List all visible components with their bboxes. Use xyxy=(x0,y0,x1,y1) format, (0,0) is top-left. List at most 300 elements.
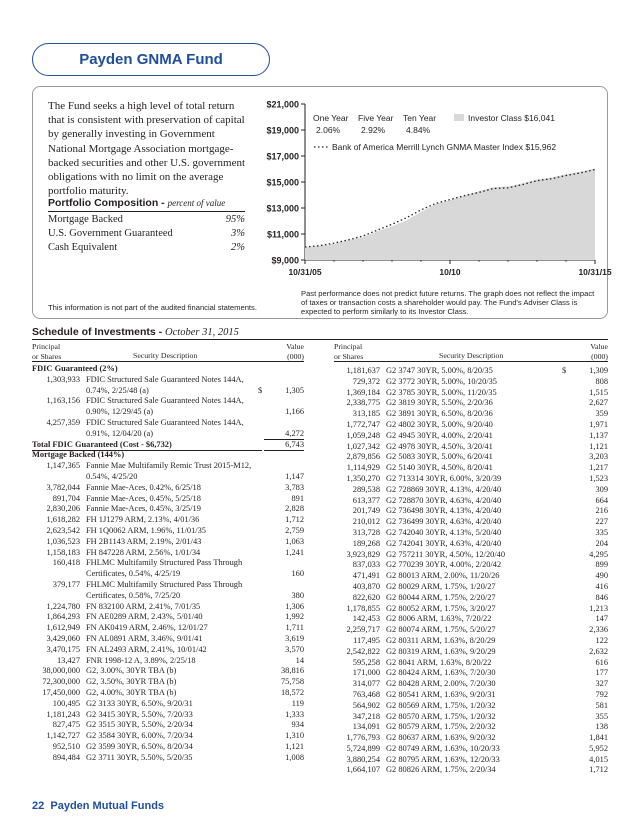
security-description: G2 3599 30YR, 6.50%, 8/20/34 xyxy=(86,741,193,751)
table-row xyxy=(334,463,608,474)
principal-cell: 2,830,206 xyxy=(46,504,80,514)
security-description: FN 832100 ARM, 2.41%, 7/01/35 xyxy=(86,601,201,611)
value-cell: 38,816 xyxy=(280,666,304,676)
value-cell: 2,759 xyxy=(285,525,304,535)
header-value-text: Value xyxy=(590,342,608,351)
principal-cell: 1,163,156 xyxy=(46,396,80,406)
security-description: G2 8006 ARM, 1.63%, 7/20/22 xyxy=(386,614,492,624)
principal-cell: 313,185 xyxy=(352,409,380,419)
composition-label: U.S. Government Guaranteed xyxy=(48,228,173,239)
principal-cell: 1,369,184 xyxy=(346,387,380,397)
principal-cell: 1,178,855 xyxy=(346,603,380,613)
table-row xyxy=(32,656,304,667)
value-cell: 380 xyxy=(291,590,304,600)
currency-symbol: $ xyxy=(562,366,567,375)
table-row xyxy=(32,483,304,494)
table-row xyxy=(32,515,304,526)
security-description: FH 847228 ARM, 2.56%, 1/01/34 xyxy=(86,547,201,557)
value-cell: 1,333 xyxy=(285,709,304,719)
principal-cell: 403,870 xyxy=(352,581,380,591)
value-cell: 616 xyxy=(595,657,608,667)
y-tick-label: $17,000 xyxy=(266,151,299,162)
section-heading: Mortgage Backed (144%) xyxy=(32,450,125,460)
returns-value: 2.06% xyxy=(316,125,341,135)
table-row xyxy=(334,744,608,755)
security-description: G2 742041 30YR, 4.63%, 4/20/40 xyxy=(386,538,502,548)
objective-line: backed securities and other U.S. government xyxy=(48,156,246,169)
security-description: G2, 3.00%, 30YR TBA (b) xyxy=(86,666,177,676)
table-row xyxy=(32,634,304,645)
principal-cell: 1,027,342 xyxy=(346,441,380,451)
security-description: G2 736498 30YR, 4.13%, 4/20/40 xyxy=(386,506,502,516)
table-row xyxy=(334,452,608,463)
security-description: G2 80052 ARM, 1.75%, 3/20/27 xyxy=(386,603,496,613)
principal-cell: 1,303,933 xyxy=(46,374,80,384)
table-row xyxy=(32,386,304,397)
x-tick-label: 10/31/05 xyxy=(288,267,322,277)
value-cell: 934 xyxy=(291,720,304,730)
value-cell: 18,572 xyxy=(280,687,304,697)
table-row xyxy=(32,677,304,688)
security-description: G2 80637 ARM, 1.63%, 9/20/32 xyxy=(386,733,496,743)
table-row xyxy=(334,506,608,517)
security-description: FH 1Q0062 ARM, 1.96%, 11/01/35 xyxy=(86,525,206,535)
value-cell: 808 xyxy=(595,376,608,386)
principal-cell: 201,749 xyxy=(352,506,380,516)
table-row xyxy=(32,580,304,591)
table-row xyxy=(32,753,304,764)
security-description: G2 80424 ARM, 1.63%, 7/20/30 xyxy=(386,668,496,678)
table-row xyxy=(334,528,608,539)
security-description: G2 3891 30YR, 6.50%, 8/20/36 xyxy=(386,409,493,419)
value-cell: 75,758 xyxy=(280,677,304,687)
security-description: G2 80029 ARM, 1.75%, 1/20/27 xyxy=(386,581,496,591)
value-cell: 1,166 xyxy=(285,407,304,417)
header-security: Security Description xyxy=(133,351,198,360)
section-heading-row xyxy=(32,364,304,375)
principal-cell: 3,923,829 xyxy=(346,549,380,559)
table-row xyxy=(32,407,304,418)
principal-cell: 2,259,717 xyxy=(346,625,380,635)
table-row xyxy=(334,593,608,604)
security-description: FH 1J1279 ARM, 2.13%, 4/01/36 xyxy=(86,515,200,525)
security-description: FDIC Structured Sale Guaranteed Notes 144A, xyxy=(86,396,244,406)
fund-title: Payden GNMA Fund xyxy=(79,51,223,68)
security-description: Fannie Mae-Aces, 0.45%, 3/25/19 xyxy=(86,504,201,514)
schedule-title xyxy=(32,326,239,338)
fund-title-box xyxy=(32,43,270,76)
principal-cell: 13,427 xyxy=(56,655,80,665)
value-cell: 3,619 xyxy=(285,633,304,643)
security-description: G2 3515 30YR, 5.50%, 2/20/34 xyxy=(86,720,193,730)
value-cell: 14 xyxy=(295,655,304,665)
principal-cell: 1,864,293 xyxy=(46,612,80,622)
value-cell: 1,515 xyxy=(589,387,608,397)
value-cell: 335 xyxy=(595,527,608,537)
table-row xyxy=(32,537,304,548)
principal-cell: 171,000 xyxy=(352,668,380,678)
security-description: FN AL0891 ARM, 3.46%, 9/01/41 xyxy=(86,633,203,643)
composition-row xyxy=(48,242,245,253)
table-row xyxy=(334,420,608,431)
value-cell: 4,015 xyxy=(589,754,608,764)
principal-cell: 4,257,359 xyxy=(46,417,80,427)
table-row xyxy=(334,560,608,571)
index-legend-label: Bank of America Merrill Lynch GNMA Master Index $15,962 xyxy=(332,142,557,152)
security-description: Total FDIC Guaranteed (Cost - $6,732) xyxy=(32,439,172,449)
principal-cell: 72,300,000 xyxy=(42,677,80,687)
security-description: Fannie Mae-Aces, 0.42%, 6/25/18 xyxy=(86,482,201,492)
principal-cell: 210,012 xyxy=(352,517,380,527)
value-cell: 2,627 xyxy=(589,398,608,408)
principal-cell: 100,495 xyxy=(52,698,80,708)
value-cell: 1,992 xyxy=(285,612,304,622)
principal-cell: 729,372 xyxy=(352,376,380,386)
value-cell: 1,310 xyxy=(285,731,304,741)
principal-cell: 1,181,637 xyxy=(346,366,380,375)
principal-cell: 347,218 xyxy=(352,711,380,721)
holdings-table-right xyxy=(334,366,608,776)
value-cell: 1,711 xyxy=(285,623,304,633)
table-row xyxy=(32,645,304,656)
security-description: 0.91%, 12/04/20 (a) xyxy=(86,428,153,438)
value-cell: 1,712 xyxy=(589,765,608,775)
table-row xyxy=(334,517,608,528)
composition-pct: 95% xyxy=(225,214,245,225)
table-row xyxy=(334,442,608,453)
table-row xyxy=(334,539,608,550)
principal-cell: 822,620 xyxy=(352,592,380,602)
table-row xyxy=(32,504,304,515)
table-row xyxy=(32,591,304,602)
value-cell: 1,063 xyxy=(285,536,304,546)
principal-cell: 1,181,243 xyxy=(46,709,80,719)
schedule-rule xyxy=(32,339,608,340)
security-description: G2 757211 30YR, 4.50%, 12/20/40 xyxy=(386,549,506,559)
header-shares-text: or Shares xyxy=(334,351,364,361)
security-description: FHLMC Multifamily Structured Pass Through xyxy=(86,579,243,589)
table-row xyxy=(32,710,304,721)
value-cell: 792 xyxy=(595,689,608,699)
page-footer xyxy=(32,800,164,812)
schedule-heading: Schedule of Investments - xyxy=(32,326,166,338)
value-cell: 1,008 xyxy=(285,752,304,762)
returns-value: 2.92% xyxy=(361,125,386,135)
security-description: G2 713314 30YR, 6.00%, 3/20/39 xyxy=(386,473,502,483)
composition-label: Mortgage Backed xyxy=(48,214,123,225)
composition-pct: 3% xyxy=(231,228,245,239)
security-description: FH 2B1143 ARM, 2.19%, 2/01/43 xyxy=(86,536,202,546)
value-cell: 1,121 xyxy=(589,441,608,451)
value-cell: 2,632 xyxy=(589,646,608,656)
composition-row xyxy=(48,214,245,225)
value-cell: 160 xyxy=(291,569,304,579)
value-cell: 216 xyxy=(595,506,608,516)
footer-label: Payden Mutual Funds xyxy=(50,800,165,812)
security-description: G2 3584 30YR, 6.00%, 7/20/34 xyxy=(86,731,193,741)
security-description: G2 80579 ARM, 1.75%, 2/20/32 xyxy=(386,722,496,732)
page-number: 22 xyxy=(32,800,45,812)
principal-cell: 189,268 xyxy=(352,538,380,548)
principal-cell: 5,724,899 xyxy=(346,743,380,753)
investor-class-legend-swatch xyxy=(454,114,464,121)
value-cell: 1,523 xyxy=(589,473,608,483)
table-row xyxy=(334,431,608,442)
security-description: G2 80074 ARM, 1.75%, 5/20/27 xyxy=(386,625,496,635)
principal-cell: 1,142,727 xyxy=(46,731,80,741)
principal-cell: 160,418 xyxy=(52,558,80,568)
table-row xyxy=(32,569,304,580)
table-row xyxy=(32,731,304,742)
value-cell: 1,971 xyxy=(589,419,608,429)
table-row xyxy=(334,366,608,377)
value-cell: 5,952 xyxy=(589,743,608,753)
value-cell: 1,147 xyxy=(285,471,304,481)
principal-cell: 763,468 xyxy=(352,689,380,699)
y-tick-label: $9,000 xyxy=(271,255,299,266)
objective-line: The Fund seeks a high level of total return xyxy=(48,100,235,112)
performance-note: Past performance does not predict future returns. The graph does not reflect the impact of taxes or transaction costs a shareholder would pay. The Fund's Adviser Class is expected to perform similarly to its Investor Class. xyxy=(301,289,595,317)
value-cell: 204 xyxy=(595,538,608,548)
table-row xyxy=(334,409,608,420)
value-cell: 1,306 xyxy=(285,601,304,611)
principal-cell: 3,470,175 xyxy=(46,644,80,654)
audit-disclaimer: This information is not part of the audited financial statements. xyxy=(48,303,257,312)
table-row xyxy=(32,688,304,699)
header-thousands-text: (000) xyxy=(591,351,608,361)
table-row xyxy=(32,494,304,505)
table-row xyxy=(32,461,304,472)
security-description: G2 80311 ARM, 1.63%, 8/20/29 xyxy=(386,635,496,645)
growth-chart xyxy=(260,96,612,286)
header-rule xyxy=(32,361,304,362)
principal-cell: 1,612,949 xyxy=(46,623,80,633)
x-tick-label: 10/31/15 xyxy=(578,267,612,277)
principal-cell: 1,114,929 xyxy=(346,463,380,473)
value-cell: 1,213 xyxy=(589,603,608,613)
table-row xyxy=(32,699,304,710)
principal-cell: 891,704 xyxy=(52,493,80,503)
table-row xyxy=(32,429,304,440)
security-description: G2 728869 30YR, 4.13%, 4/20/40 xyxy=(386,484,502,494)
value-cell: 327 xyxy=(595,679,608,689)
table-row xyxy=(32,623,304,634)
header-thousands-text: (000) xyxy=(287,351,304,361)
security-description: FDIC Structured Sale Guaranteed Notes 144A, xyxy=(86,417,244,427)
security-description: G2 3819 30YR, 5.50%, 2/20/36 xyxy=(386,398,493,408)
table-row xyxy=(32,720,304,731)
table-row xyxy=(32,612,304,623)
composition-label: Cash Equivalent xyxy=(48,242,118,253)
value-cell: 416 xyxy=(595,581,608,591)
table-row xyxy=(32,396,304,407)
security-description: G2 3133 30YR, 6.50%, 9/20/31 xyxy=(86,698,193,708)
security-description: G2 3747 30YR, 5.00%, 8/20/35 xyxy=(386,366,493,375)
header-security: Security Description xyxy=(439,351,504,360)
principal-cell: 1,036,523 xyxy=(46,536,80,546)
table-row xyxy=(334,679,608,690)
table-row xyxy=(334,377,608,388)
value-cell: 119 xyxy=(291,698,304,708)
value-cell: 3,783 xyxy=(285,482,304,492)
principal-cell: 1,618,282 xyxy=(46,515,80,525)
header-value xyxy=(268,342,304,361)
y-tick-label: $21,000 xyxy=(266,99,299,110)
security-description: G2 3785 30YR, 5.00%, 11/20/35 xyxy=(386,387,497,397)
security-description: G2 80749 ARM, 1.63%, 10/20/33 xyxy=(386,743,500,753)
table-row xyxy=(334,474,608,485)
table-row xyxy=(334,712,608,723)
table-row xyxy=(334,398,608,409)
table-row xyxy=(32,742,304,753)
principal-cell: 1,772,747 xyxy=(346,419,380,429)
value-cell: 122 xyxy=(595,635,608,645)
security-description: G2 3772 30YR, 5.00%, 10/20/35 xyxy=(386,376,497,386)
currency-symbol: $ xyxy=(258,385,263,395)
security-description: G2 80826 ARM, 1.75%, 2/20/34 xyxy=(386,765,496,775)
security-description: 0.74%, 2/25/48 (a) xyxy=(86,385,149,395)
header-principal-text: Principal xyxy=(334,342,363,351)
security-description: G2 80044 ARM, 1.75%, 2/20/27 xyxy=(386,592,496,602)
security-description: G2 3415 30YR, 5.50%, 7/20/33 xyxy=(86,709,193,719)
table-row xyxy=(334,636,608,647)
security-description: G2 770239 30YR, 4.00%, 2/20/42 xyxy=(386,560,502,570)
table-row xyxy=(32,418,304,429)
value-cell: 1,305 xyxy=(285,385,304,395)
value-cell: 490 xyxy=(595,571,608,581)
principal-cell: 134,091 xyxy=(352,722,380,732)
header-rule xyxy=(334,361,608,362)
holdings-table-left xyxy=(32,364,304,763)
table-row xyxy=(334,690,608,701)
principal-cell: 289,538 xyxy=(352,484,380,494)
value-cell: 4,295 xyxy=(589,549,608,559)
principal-cell: 827,475 xyxy=(52,720,80,730)
security-description: FDIC Structured Sale Guaranteed Notes 144A, xyxy=(86,374,244,384)
table-row xyxy=(334,701,608,712)
value-cell: 359 xyxy=(595,409,608,419)
principal-cell: 379,177 xyxy=(52,579,80,589)
security-description: G2 4978 30YR, 4.50%, 3/20/41 xyxy=(386,441,493,451)
table-row xyxy=(32,375,304,386)
principal-cell: 2,542,822 xyxy=(346,646,380,656)
composition-row xyxy=(48,228,245,239)
table-row xyxy=(32,558,304,569)
principal-cell: 1,664,107 xyxy=(346,765,380,775)
value-cell: 2,828 xyxy=(285,504,304,514)
security-description: 0.54%, 4/25/20 xyxy=(86,471,138,481)
security-description: G2 80569 ARM, 1.75%, 1/20/32 xyxy=(386,700,496,710)
header-value xyxy=(572,342,608,361)
table-row xyxy=(334,755,608,766)
security-description: G2, 4.00%, 30YR TBA (b) xyxy=(86,687,177,697)
value-cell: 664 xyxy=(595,495,608,505)
table-row xyxy=(334,647,608,658)
table-row xyxy=(32,526,304,537)
table-row xyxy=(334,625,608,636)
principal-cell: 1,776,793 xyxy=(346,733,380,743)
principal-cell: 314,077 xyxy=(352,679,380,689)
principal-cell: 1,224,780 xyxy=(46,601,80,611)
table-row xyxy=(334,614,608,625)
objective-line: obligations with no limit on the average xyxy=(48,171,224,184)
principal-cell: 3,429,060 xyxy=(46,633,80,643)
objective-line: National Mortgage Association mortgage- xyxy=(48,142,234,155)
composition-title xyxy=(48,197,245,212)
security-description: 0.90%, 12/29/45 (a) xyxy=(86,407,153,417)
objective-line: portfolio maturity. xyxy=(48,185,129,198)
table-row xyxy=(334,668,608,679)
value-cell: 1,712 xyxy=(285,515,304,525)
principal-cell: 1,158,183 xyxy=(46,547,80,557)
header-value-text: Value xyxy=(286,342,304,351)
value-cell: 891 xyxy=(291,493,304,503)
x-tick-label: 10/10 xyxy=(439,267,461,277)
composition-pct: 2% xyxy=(231,242,245,253)
principal-cell: 3,880,254 xyxy=(346,754,380,764)
security-description: G2 80319 ARM, 1.63%, 9/20/29 xyxy=(386,646,496,656)
table-row xyxy=(32,602,304,613)
principal-cell: 613,377 xyxy=(352,495,380,505)
security-description: G2 8041 ARM, 1.63%, 8/20/22 xyxy=(386,657,492,667)
returns-header: One Year xyxy=(313,113,349,123)
principal-cell: 1,059,248 xyxy=(346,430,380,440)
value-cell: 2,336 xyxy=(589,625,608,635)
fund-objective xyxy=(48,99,272,198)
principal-cell: 313,728 xyxy=(352,527,380,537)
value-cell: 3,203 xyxy=(589,452,608,462)
principal-cell: 1,147,365 xyxy=(46,461,80,471)
principal-cell: 38,000,000 xyxy=(42,666,80,676)
section-heading-row xyxy=(32,450,304,461)
security-description: Certificates, 0.54%, 4/25/19 xyxy=(86,569,181,579)
security-description: G2 80795 ARM, 1.63%, 12/20/33 xyxy=(386,754,500,764)
table-row xyxy=(32,472,304,483)
security-description: G2 80428 ARM, 2.00%, 7/20/30 xyxy=(386,679,496,689)
security-description: G2 4945 30YR, 4.00%, 2/20/41 xyxy=(386,430,493,440)
section-heading: FDIC Guaranteed (2%) xyxy=(32,364,118,373)
table-row xyxy=(334,658,608,669)
table-row xyxy=(334,722,608,733)
returns-header: Five Year xyxy=(358,113,394,123)
table-row xyxy=(334,388,608,399)
value-cell: 1,137 xyxy=(589,430,608,440)
principal-cell: 17,450,000 xyxy=(42,687,80,697)
y-tick-label: $11,000 xyxy=(266,229,299,240)
table-row xyxy=(334,733,608,744)
principal-cell: 3,782,044 xyxy=(46,482,80,492)
table-row xyxy=(334,496,608,507)
table-row xyxy=(334,571,608,582)
y-tick-label: $13,000 xyxy=(266,203,299,214)
security-description: G2 80013 ARM, 2.00%, 11/20/26 xyxy=(386,571,500,581)
value-cell: 309 xyxy=(595,484,608,494)
principal-cell: 894,484 xyxy=(52,752,80,762)
security-description: FHLMC Multifamily Structured Pass Through xyxy=(86,558,243,568)
objective-line: by generally investing in Government xyxy=(48,128,215,141)
y-tick-label: $19,000 xyxy=(266,125,299,136)
value-cell: 1,121 xyxy=(285,741,304,751)
header-principal xyxy=(334,342,363,361)
value-cell: 147 xyxy=(595,614,608,624)
principal-cell: 1,350,270 xyxy=(346,473,380,483)
schedule-date: October 31, 2015 xyxy=(165,327,239,338)
principal-cell: 142,453 xyxy=(352,614,380,624)
value-cell: 3,570 xyxy=(285,644,304,654)
value-cell: 1,309 xyxy=(589,366,608,375)
security-description: G2 728870 30YR, 4.63%, 4/20/40 xyxy=(386,495,502,505)
investor-class-area xyxy=(305,168,595,260)
